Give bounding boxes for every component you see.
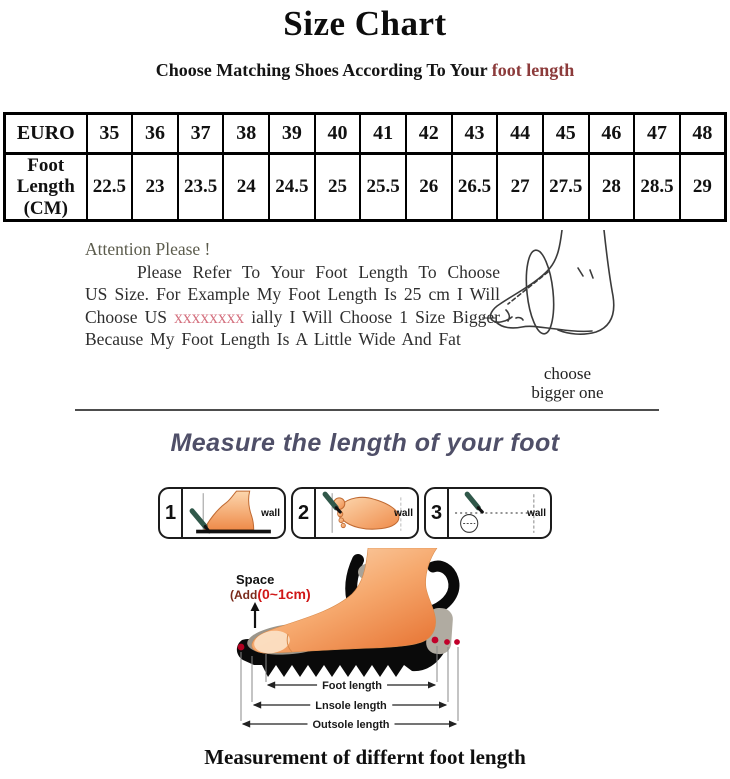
attention-section [0, 236, 730, 411]
attention-body [85, 261, 500, 351]
sketch-caption [505, 364, 630, 402]
foot-length-cell: 25.5 [360, 154, 406, 221]
foot-length-cell: 28 [589, 154, 635, 221]
attention-text [85, 238, 500, 351]
wall-label: wall [261, 508, 280, 519]
euro-size-cell: 35 [87, 114, 133, 154]
foot-length-cell: 25 [315, 154, 361, 221]
attention-heading: Attention Please ! [85, 239, 211, 259]
toe [339, 518, 344, 523]
toe [341, 523, 345, 527]
foot-length-cell: 27 [497, 154, 543, 221]
sketch-back-leg [558, 230, 614, 334]
heel-red-dot [444, 639, 450, 645]
insole-length-label: Lnsole length [310, 700, 392, 712]
step-number: 2 [293, 489, 316, 537]
step-number: 1 [160, 489, 183, 537]
sketch-caption-line1: choose [543, 364, 592, 383]
euro-size-cell: 39 [269, 114, 315, 154]
toe-red-dot [238, 644, 245, 651]
measure-step-2 [291, 487, 419, 539]
subtitle [0, 60, 730, 81]
foot-length-cell: 24.5 [269, 154, 315, 221]
sketch-caption-line2: bigger one [531, 383, 604, 402]
sketch-sole [496, 322, 592, 331]
sketch-measuring-band [523, 249, 558, 335]
euro-size-cell: 48 [680, 114, 726, 154]
pen-tip [478, 508, 482, 512]
footprint-top-view [338, 497, 399, 529]
measure-step-3 [424, 487, 552, 539]
table-row-euro [5, 114, 726, 154]
space-add-label [230, 586, 311, 602]
euro-size-cell: 43 [452, 114, 498, 154]
measure-step-1 [158, 487, 286, 539]
outsole-length-label: Outsole length [308, 719, 395, 731]
measure-steps [158, 487, 552, 539]
euro-size-cell: 38 [223, 114, 269, 154]
space-label: Space [236, 572, 275, 587]
euro-size-cell: 37 [178, 114, 224, 154]
subtitle-highlight: foot length [491, 60, 575, 80]
table-row-foot-length [5, 154, 726, 221]
sketch-toe-bump [516, 318, 523, 320]
shoe-heel-hook [433, 566, 454, 610]
foot-length-cell: 26 [406, 154, 452, 221]
euro-size-cell: 46 [589, 114, 635, 154]
space-add-prefix: (Add [230, 588, 258, 602]
foot-side-view [204, 491, 253, 530]
euro-size-cell: 42 [406, 114, 452, 154]
heel-red-dot [454, 639, 460, 645]
foot-length-cell: 22.5 [87, 154, 133, 221]
bottom-caption: Measurement of differnt foot length [204, 745, 526, 769]
sketch-ankle-mark [578, 268, 583, 276]
heel-red-dot [432, 637, 439, 644]
foot-length-cell: 24 [223, 154, 269, 221]
redacted-text: xxxxxxxx [174, 306, 245, 327]
foot-length-cell: 26.5 [452, 154, 498, 221]
step-number: 3 [426, 489, 449, 537]
foot-length-label: Foot length [317, 680, 387, 692]
pen-icon [467, 494, 478, 508]
euro-size-cell: 47 [634, 114, 680, 154]
euro-size-cell: 41 [360, 114, 406, 154]
foot-length-cell: 28.5 [634, 154, 680, 221]
size-table [3, 112, 727, 222]
sketch-ankle-mark [590, 270, 593, 278]
attention-body-before: Please Refer To Your Foot Length To Choose US Size. For Example My Foot Length Is 25 cm I Will Choose US [85, 261, 500, 327]
foot-length-cell: 27.5 [543, 154, 589, 221]
space-add-value: (0~1cm) [257, 586, 311, 602]
foot-length-cell: 23 [132, 154, 178, 221]
subtitle-text: Choose Matching Shoes According To Your [155, 60, 492, 80]
euro-row-label: EURO [5, 114, 87, 154]
euro-size-cell: 36 [132, 114, 178, 154]
wall-label: wall [527, 508, 546, 519]
euro-size-cell: 40 [315, 114, 361, 154]
wall-label: wall [394, 508, 413, 519]
section-divider [75, 409, 659, 411]
foot-length-row-label: Foot Length (CM) [5, 154, 87, 221]
euro-size-cell: 44 [497, 114, 543, 154]
foot-length-cell: 29 [680, 154, 726, 221]
attention-body-after: ially I Will Choose 1 Size Bigger Because My Foot Length Is A Little Wide And Fat [85, 306, 501, 350]
measure-heading: Measure the length of your foot [170, 429, 560, 457]
page-title: Size Chart [283, 4, 447, 43]
space-arrow-head [251, 602, 260, 611]
foot-length-cell: 23.5 [178, 154, 224, 221]
euro-size-cell: 45 [543, 114, 589, 154]
foot-sketch-drawing [482, 230, 647, 367]
